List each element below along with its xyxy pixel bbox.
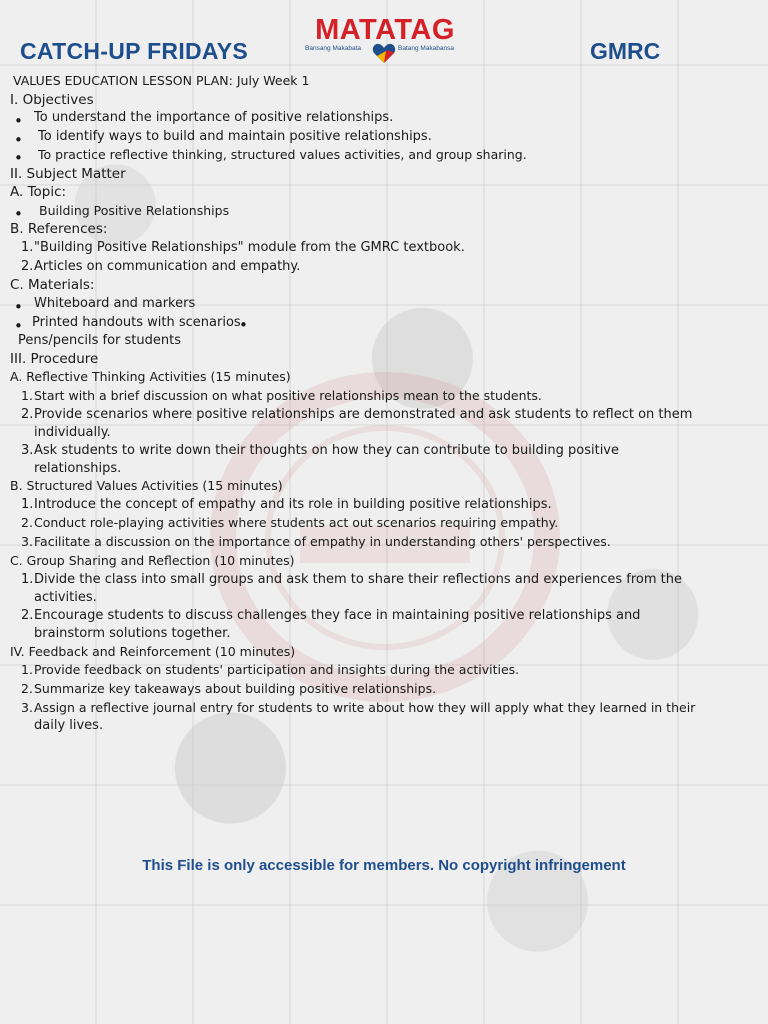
step-number: 3. [21,443,34,458]
objective-text: To identify ways to build and maintain positive relationships. [38,129,432,144]
step-text: Divide the class into small groups and ask them to share their reflections and experiences from the [34,572,682,587]
step-number: 3. [21,534,33,549]
procedure-heading: III. Procedure [10,351,99,367]
step-continuation: relationships. [34,461,122,476]
objective-text: To practice reflective thinking, structured values activities, and group sharing. [38,147,527,162]
material-text: Whiteboard and markers [34,296,196,311]
objective-text: To understand the importance of positive relationships. [34,110,394,125]
procedure-b-heading: B. Structured Values Activities (15 minutes) [10,478,283,493]
bullet-mark: • [239,316,248,334]
material-text: Printed handouts with scenarios [32,315,241,330]
step-text: Assign a reflective journal entry for students to write about how they will apply what they learned in their [34,700,696,715]
step-number: 1. [21,572,34,587]
header-left-title: CATCH-UP FRIDAYS [20,38,249,64]
step-number: 3. [21,700,33,715]
step-text: Conduct role-playing activities where students act out scenarios requiring empathy. [34,515,559,530]
plan-title: VALUES EDUCATION LESSON PLAN: July Week 1 [13,73,310,88]
subject-matter-heading: II. Subject Matter [10,166,126,182]
reference-number: 1. [21,240,34,255]
reference-text: "Building Positive Relationships" module from the GMRC textbook. [34,240,465,255]
step-text: Provide feedback on students' participation and insights during the activities. [34,662,520,677]
step-text: Facilitate a discussion on the importance of empathy in understanding others' perspectives. [34,534,611,549]
step-text: Introduce the concept of empathy and its role in building positive relationships. [34,497,552,512]
step-text: Provide scenarios where positive relationships are demonstrated and ask students to reflect on them [34,407,693,422]
step-text: Encourage students to discuss challenges they face in maintaining positive relationships and [34,608,641,623]
objectives-heading: I. Objectives [10,92,94,108]
step-continuation: activities. [34,590,97,605]
step-number: 1. [21,497,34,512]
step-number: 2. [21,407,34,422]
step-continuation: daily lives. [34,718,104,733]
step-number: 1. [21,388,33,403]
step-text: Start with a brief discussion on what positive relationships mean to the students. [34,388,542,403]
feedback-heading: IV. Feedback and Reinforcement (10 minutes) [10,644,296,659]
material-extra: Pens/pencils for students [18,333,182,348]
step-number: 1. [21,662,33,677]
step-number: 2. [21,681,33,696]
reference-text: Articles on communication and empathy. [34,259,301,274]
step-continuation: individually. [34,425,111,440]
footer-notice: This File is only accessible for members. No copyright infringement [142,857,626,874]
topic-heading: A. Topic: [10,184,67,200]
heart-icon [372,42,396,64]
logo-tagline-right: Batang Makabansa [398,45,455,52]
step-number: 2. [21,515,33,530]
step-continuation: brainstorm solutions together. [34,626,231,641]
step-number: 2. [21,608,34,623]
step-text: Summarize key takeaways about building positive relationships. [34,681,437,696]
references-heading: B. References: [10,221,108,237]
procedure-c-heading: C. Group Sharing and Reflection (10 minutes) [10,553,295,568]
matatag-logo [305,14,465,66]
logo-tagline-left: Bansang Makabata [305,45,362,52]
logo-wordmark: MATATAG [315,14,455,46]
procedure-a-heading: A. Reflective Thinking Activities (15 minutes) [10,369,291,384]
header-right-title: GMRC [590,38,661,64]
reference-number: 2. [21,259,34,274]
step-text: Ask students to write down their thoughts on how they can contribute to building positive [34,443,619,458]
topic-text: Building Positive Relationships [39,203,230,218]
materials-heading: C. Materials: [10,277,95,293]
